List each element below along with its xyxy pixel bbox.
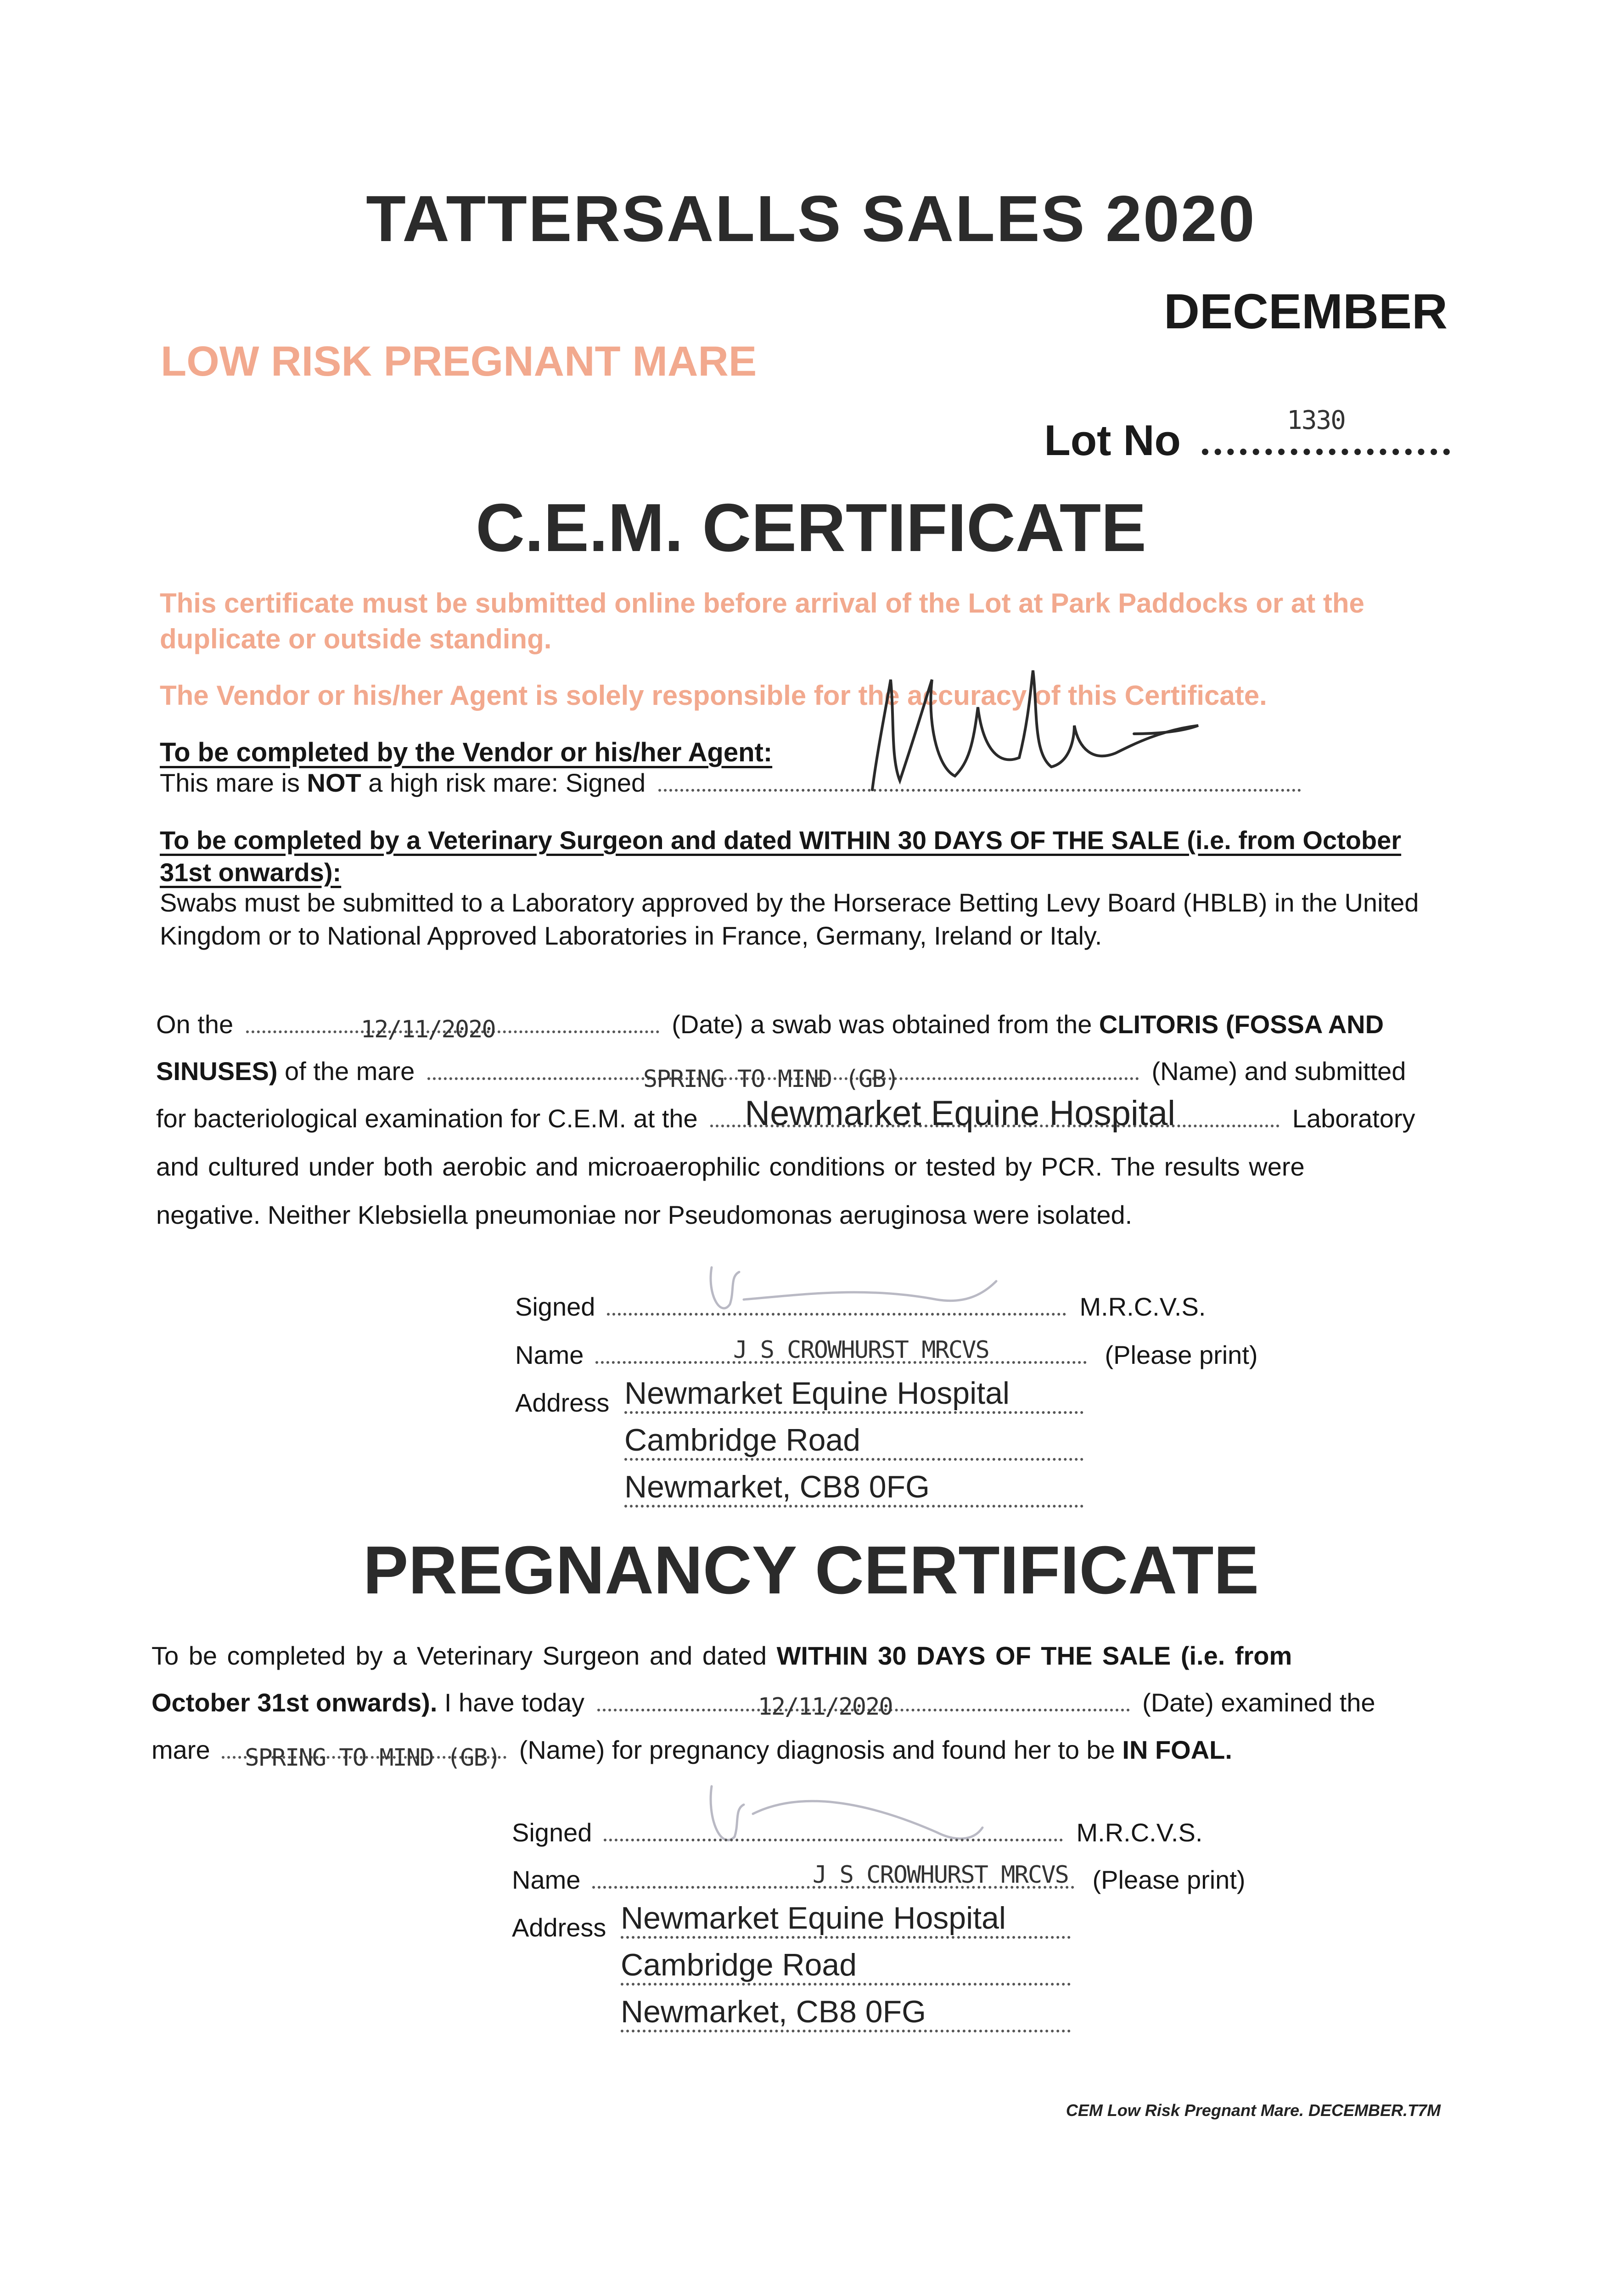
pregnancy-line-1-b: WITHIN 30 DAYS OF THE SALE (i.e. from bbox=[776, 1641, 1292, 1670]
vendor-line-text-2: a high risk mare: Signed bbox=[361, 768, 646, 797]
pregnancy-mare-name-value: SPRING TO MIND (GB) bbox=[245, 1744, 500, 1772]
swab-date-after-a: (Date) a swab was obtained from the bbox=[672, 1010, 1099, 1039]
lot-label: Lot No bbox=[1044, 416, 1181, 464]
laboratory-value: Newmarket Equine Hospital bbox=[745, 1094, 1175, 1133]
mare-name-line bbox=[156, 1055, 1406, 1093]
mare-name-value: SPRING TO MIND (GB) bbox=[643, 1065, 899, 1093]
responsibility-notice: The Vendor or his/her Agent is solely responsible for the accuracy of this Certificate. bbox=[160, 680, 1267, 711]
pregnancy-address-line-3: Newmarket, CB8 0FG bbox=[621, 1994, 1071, 2032]
cem-name-row bbox=[515, 1336, 1258, 1372]
pregnancy-name-value: J S CROWHURST MRCVS bbox=[812, 1861, 1068, 1889]
cem-address-line-3: Newmarket, CB8 0FG bbox=[624, 1469, 1083, 1508]
pregnancy-mrcvs-label: M.R.C.V.S. bbox=[1076, 1818, 1203, 1847]
vet-heading: To be completed by a Veterinary Surgeon and dated WITHIN 30 DAYS OF THE SALE (i.e. from October 31st onwards): bbox=[160, 826, 1402, 887]
pregnancy-line-2-c: (Date) examined the bbox=[1142, 1688, 1375, 1717]
in-foal-label: IN FOAL. bbox=[1122, 1735, 1232, 1764]
name-submitted-label: (Name) and submitted bbox=[1151, 1057, 1406, 1086]
pregnancy-line-1 bbox=[152, 1639, 1292, 1672]
pregnancy-name-row bbox=[512, 1863, 1246, 1896]
cultured-text: and cultured under both aerobic and microaerophilic conditions or tested by PCR. The results were bbox=[156, 1152, 1305, 1181]
cem-title: C.E.M. CERTIFICATE bbox=[476, 490, 1146, 566]
category-label: LOW RISK PREGNANT MARE bbox=[161, 338, 757, 385]
cem-mrcvs-label: M.R.C.V.S. bbox=[1079, 1292, 1206, 1321]
pregnancy-address-line-1: Newmarket Equine Hospital bbox=[621, 1900, 1071, 1939]
pregnancy-address-line-2: Cambridge Road bbox=[621, 1947, 1071, 1986]
vendor-line-not: NOT bbox=[307, 768, 361, 797]
swab-date-value: 12/11/2020 bbox=[360, 1016, 495, 1043]
lot-number-row bbox=[1044, 405, 1450, 465]
pregnancy-date-value: 12/11/2020 bbox=[758, 1693, 892, 1721]
pregnancy-please-print: (Please print) bbox=[1092, 1865, 1246, 1894]
pregnancy-line-3-b: (Name) for pregnancy diagnosis and found her to be bbox=[519, 1735, 1122, 1764]
cem-name-value: J S CROWHURST MRCVS bbox=[733, 1336, 989, 1364]
pregnancy-line-1-a: To be completed by a Veterinary Surgeon and dated bbox=[152, 1641, 777, 1670]
cem-address-line-2: Cambridge Road bbox=[624, 1422, 1083, 1461]
submission-notice: This certificate must be submitted online before arrival of the Lot at Park Paddocks or at the duplicate or outside standing. bbox=[160, 588, 1364, 654]
swab-date-line bbox=[156, 1008, 1384, 1041]
cem-address-label: Address bbox=[515, 1388, 610, 1417]
pregnancy-line-3 bbox=[152, 1733, 1232, 1772]
pregnancy-signed-row bbox=[512, 1816, 1202, 1849]
vendor-heading: To be completed by the Vendor or his/her Agent: bbox=[160, 737, 773, 767]
pregnancy-signed-label: Signed bbox=[512, 1818, 592, 1847]
cem-name-label: Name bbox=[515, 1340, 584, 1369]
pregnancy-mare-label: mare bbox=[152, 1735, 210, 1764]
pregnancy-line-2 bbox=[152, 1686, 1375, 1719]
sale-month: DECEMBER bbox=[1163, 283, 1448, 339]
swab-date-after-b: CLITORIS (FOSSA AND bbox=[1099, 1010, 1384, 1039]
cem-please-print: (Please print) bbox=[1105, 1340, 1258, 1369]
pregnancy-address-label: Address bbox=[512, 1913, 606, 1942]
cem-signed-row bbox=[515, 1290, 1206, 1323]
pregnancy-line-2-a: October 31st onwards). bbox=[152, 1688, 438, 1717]
document-title: TATTERSALLS SALES 2020 bbox=[366, 182, 1256, 255]
vendor-line-text-1: This mare is bbox=[160, 768, 307, 797]
of-the-mare-label: of the mare bbox=[277, 1057, 415, 1086]
on-the-label: On the bbox=[156, 1010, 234, 1039]
vendor-signed-line bbox=[160, 768, 1301, 798]
laboratory-label: Laboratory bbox=[1292, 1104, 1415, 1133]
swab-note: Swabs must be submitted to a Laboratory approved by the Horserace Betting Levy Board (HBLB) in the United Kingdom or to National Approved Laboratories in France, Germany, Ireland or Italy. bbox=[160, 888, 1419, 950]
form-reference: CEM Low Risk Pregnant Mare. DECEMBER.T7M bbox=[1066, 2101, 1441, 2120]
sinuses-label: SINUSES) bbox=[156, 1057, 278, 1086]
pregnancy-line-2-b: I have today bbox=[437, 1688, 585, 1717]
cem-signed-label: Signed bbox=[515, 1292, 595, 1321]
negative-text: negative. Neither Klebsiella pneumoniae nor Pseudomonas aeruginosa were isolated. bbox=[156, 1200, 1133, 1229]
pregnancy-name-label: Name bbox=[512, 1865, 581, 1894]
cem-address-line-1: Newmarket Equine Hospital bbox=[624, 1375, 1083, 1414]
lot-number-value: 1330 bbox=[1287, 405, 1345, 435]
pregnancy-title: PREGNANCY CERTIFICATE bbox=[363, 1532, 1259, 1608]
laboratory-line bbox=[156, 1094, 1415, 1135]
for-bact-label: for bacteriological examination for C.E.M. at the bbox=[156, 1104, 698, 1133]
